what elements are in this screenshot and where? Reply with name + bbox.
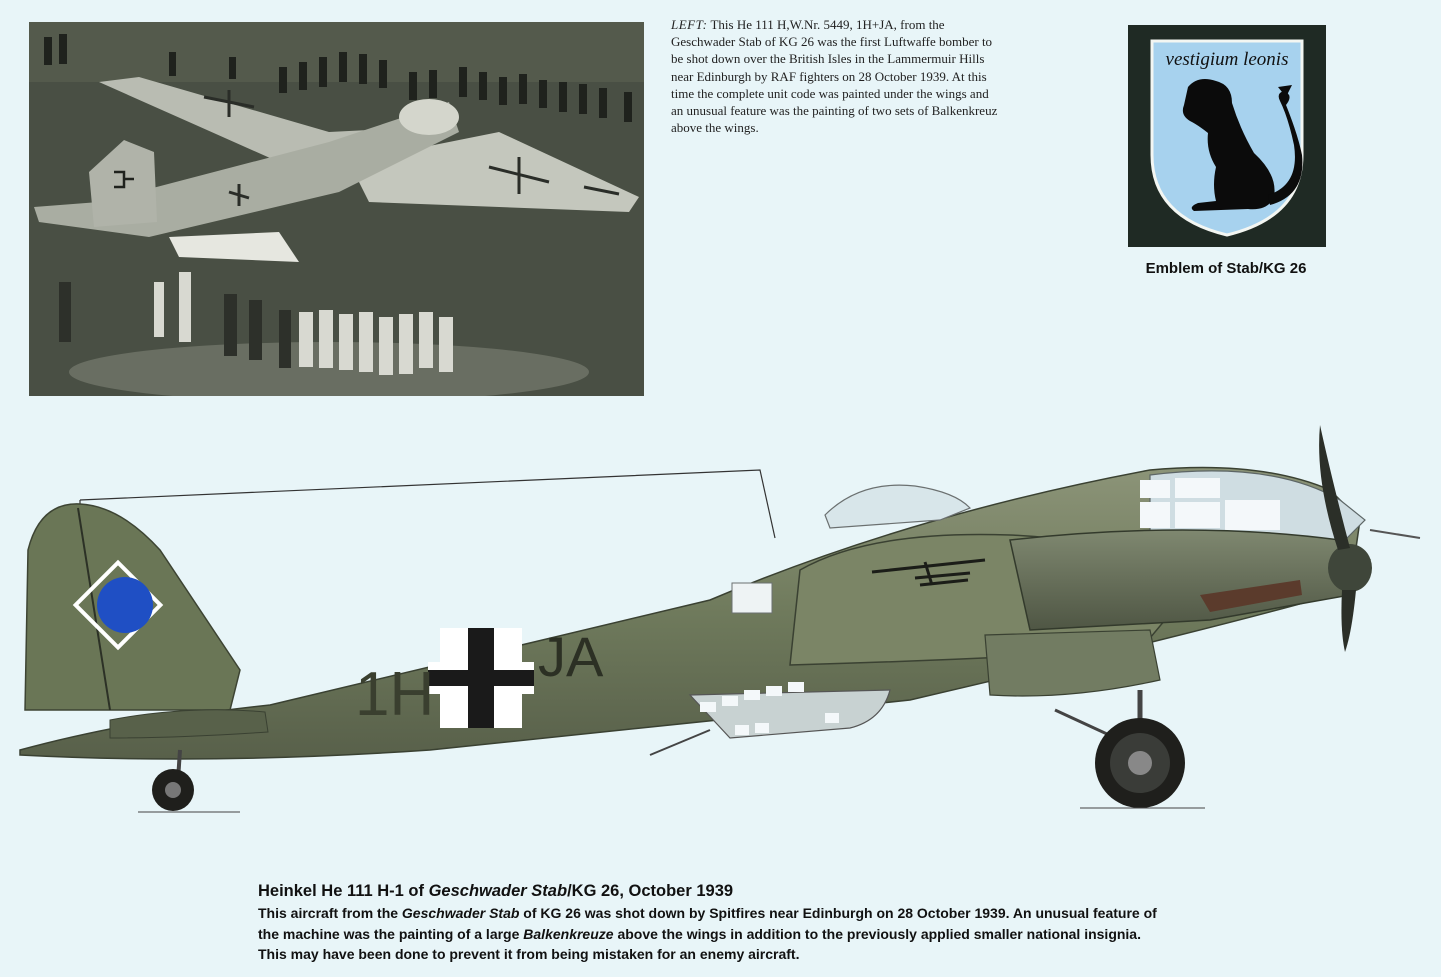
- aircraft-profile: [10, 420, 1441, 820]
- title-part2: Geschwader Stab: [428, 882, 568, 900]
- title-part3: /KG 26, October 1939: [567, 882, 734, 900]
- emblem-motto: vestigium leonis: [1165, 49, 1289, 70]
- photo-caption: [671, 16, 1001, 136]
- caption-text: This He 111 H,W.Nr. 5449, 1H+JA, from the Geschwader Stab of KG 26 was the first Luftwaffe bomber to be shot down over the British Isles in the Lammermuir Hills near Edinburgh by RAF fighters on 28 October 1939. At this time the complete unit code was painted under the wings and an unusual feature was the painting of two sets of Balkenkreuz above the wings.: [671, 17, 998, 136]
- profile-title: [258, 882, 733, 901]
- desc-s3: of KG 26 was shot down by Spitfires near Edinburgh on 28 October 1939. An unusual feature of the machine was the painting of a large: [258, 905, 1157, 942]
- tail-dot: [97, 577, 153, 633]
- fuselage-balkenkreuz: [428, 628, 534, 728]
- crash-photograph: [29, 22, 644, 396]
- fuselage-code-right: JA: [538, 625, 604, 688]
- caption-lead: LEFT:: [671, 17, 708, 32]
- unit-emblem: [1128, 25, 1326, 247]
- fuselage-code-left: 1H: [355, 660, 435, 729]
- desc-s2: Geschwader Stab: [401, 905, 520, 921]
- desc-s4: Balkenkreuze: [523, 925, 614, 942]
- profile-description: [258, 903, 1158, 965]
- desc-s1: This aircraft from the: [258, 905, 402, 921]
- title-part1: Heinkel He 111 H-1 of: [258, 882, 429, 900]
- emblem-caption: Emblem of Stab/KG 26: [1145, 260, 1307, 277]
- desc-s5: above the wings in addition to the previously applied smaller national insignia. This may have been done to prevent it from being mistaken for an enemy aircraft.: [258, 925, 1141, 962]
